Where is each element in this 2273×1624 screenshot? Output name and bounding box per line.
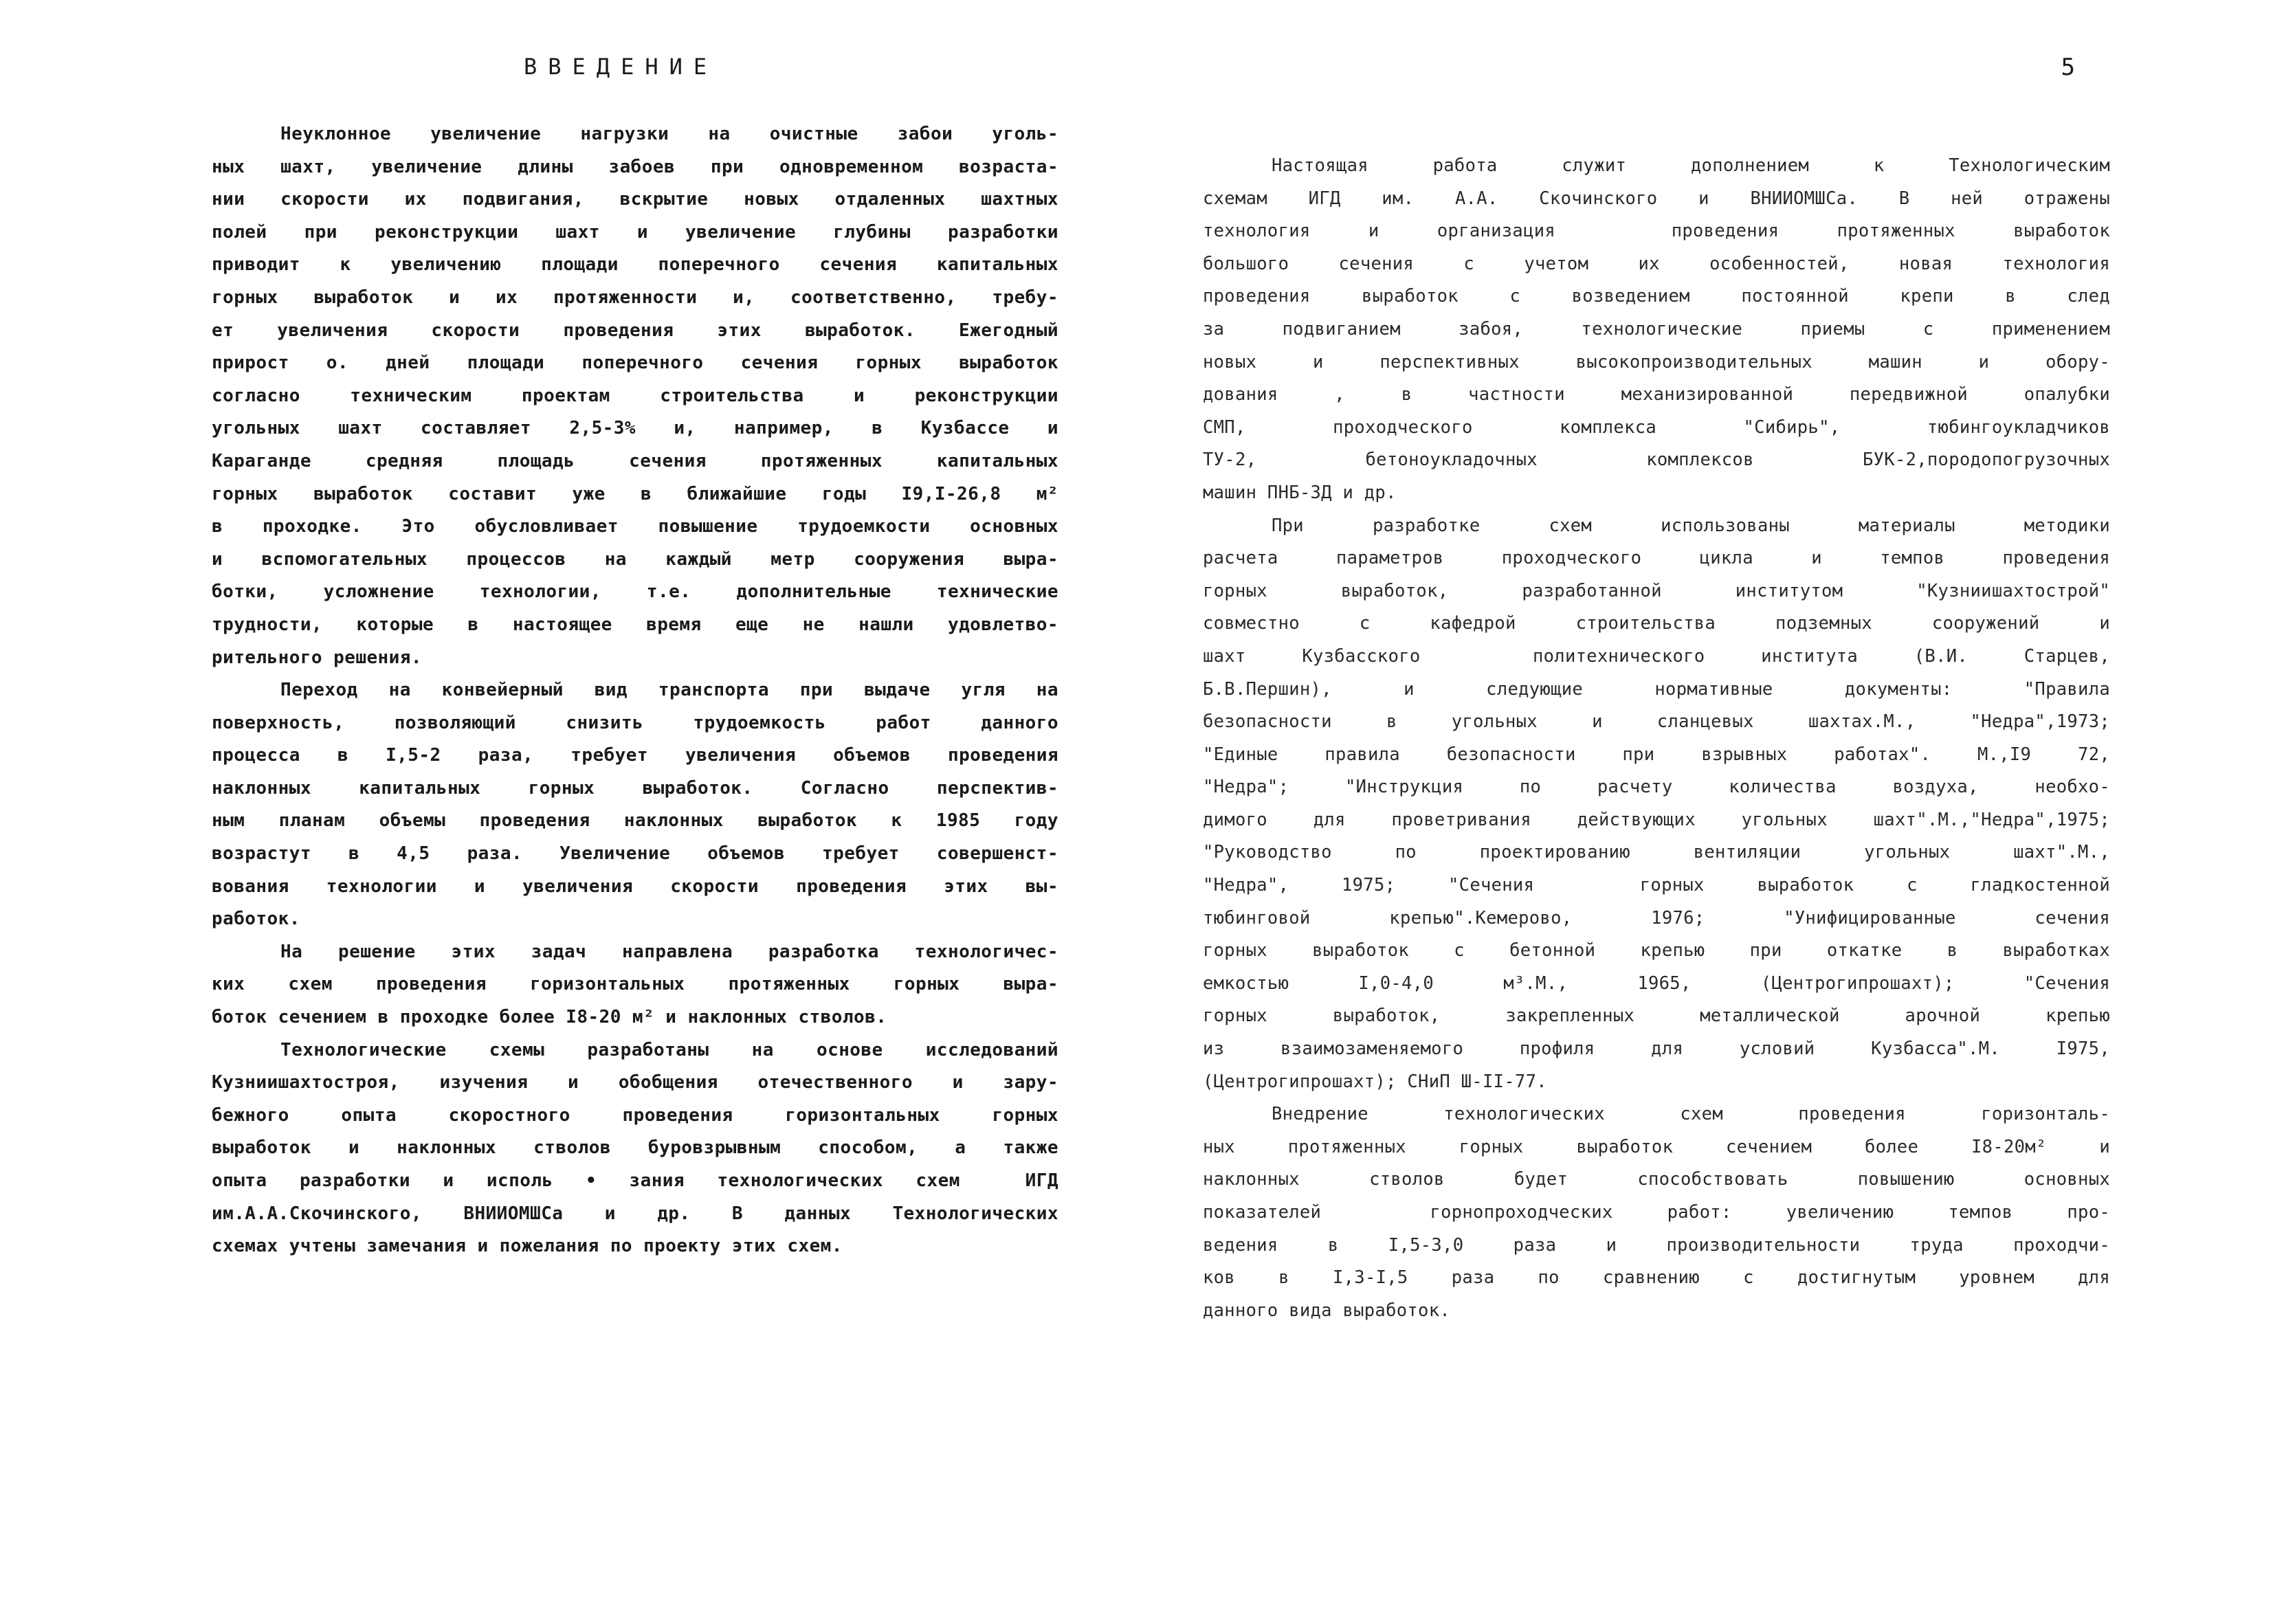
text-line: горных выработок и их протяженности и, соответственно, требу- <box>212 287 1058 308</box>
text-line: показателей горнопроходческих работ: увеличению темпов про- <box>1203 1202 2110 1223</box>
text-line: полей при реконструкции шахт и увеличение глубины разработки <box>212 221 1058 243</box>
paragraph <box>1203 150 2110 510</box>
text-line: горных выработок составит уже в ближайшие годы I9,I-26,8 м² <box>212 483 1058 504</box>
text-line: технология и организация проведения протяженных выработок <box>1203 221 2110 242</box>
right-page-body <box>1203 150 2110 1327</box>
text-line: емкостью I,0-4,0 м³.М., 1965, (Центрогипрошахт); "Сечения <box>1203 972 2110 994</box>
text-line: "Недра"; "Инструкция по расчету количества воздуха, необхо- <box>1203 777 2110 798</box>
text-line: Технологические схемы разработаны на основе исследований <box>280 1039 1058 1060</box>
text-line: ботки, усложнение технологии, т.е. дополнительные технические <box>212 581 1058 603</box>
text-line: Караганде средняя площадь сечения протяженных капитальных <box>212 450 1058 471</box>
text-line: "Недра", 1975; "Сечения горных выработок с гладкостенной <box>1203 875 2110 896</box>
text-line: поверхность, позволяющий снизить трудоемкость работ данного <box>212 712 1058 733</box>
text-line: из взаимозаменяемого профиля для условий Кузбасса".М. I975, <box>1203 1038 2110 1060</box>
paragraph <box>1203 1098 2110 1327</box>
text-line: ет увеличения скорости проведения этих выработок. Ежегодный <box>212 320 1058 341</box>
text-line: ных шахт, увеличение длины забоев при одновременном возраста- <box>212 156 1058 177</box>
text-line: за подвиганием забоя, технологические приемы с применением <box>1203 318 2110 340</box>
text-line: безопасности в угольных и сланцевых шахтах.М., "Недра",1973; <box>1203 711 2110 733</box>
text-line: проведения выработок с возведением постоянной крепи в след <box>1203 286 2110 307</box>
text-line: процесса в I,5-2 раза, требует увеличения объемов проведения <box>212 745 1058 766</box>
text-line: ведения в I,5-3,0 раза и производительности труда проходчи- <box>1203 1234 2110 1256</box>
text-line: "Руководство по проектированию вентиляции угольных шахт".М., <box>1203 842 2110 863</box>
text-line: в проходке. Это обусловливает повышение трудоемкости основных <box>212 516 1058 537</box>
text-line: горных выработок, закрепленных металлической арочной крепью <box>1203 1005 2110 1027</box>
paragraph <box>212 674 1058 936</box>
text-line: боток сечением в проходке более I8-20 м² и наклонных стволов. <box>212 1007 887 1028</box>
text-line: расчета параметров проходческого цикла и темпов проведения <box>1203 548 2110 569</box>
text-line: горных выработок, разработанной институтом "Кузниишахтострой" <box>1203 580 2110 601</box>
text-line: нии скорости их подвигания, вскрытие новых отдаленных шахтных <box>212 189 1058 210</box>
text-line: схемам ИГД им. А.А. Скочинского и ВНИИОМШСа. В ней отражены <box>1203 188 2110 209</box>
text-line: угольных шахт составляет 2,5-3% и, например, в Кузбассе и <box>212 418 1058 439</box>
text-line: СМП, проходческого комплекса "Сибирь", тюбингоукладчиков <box>1203 416 2110 438</box>
text-line: наклонных стволов будет способствовать повышению основных <box>1203 1169 2110 1190</box>
text-line: рительного решения. <box>212 647 422 668</box>
paragraph <box>1203 510 2110 1099</box>
text-line: димого для проветривания действующих угольных шахт".М.,"Недра",1975; <box>1203 809 2110 830</box>
text-line: "Единые правила безопасности при взрывных работах". М.,I9 72, <box>1203 744 2110 765</box>
text-line: Переход на конвейерный вид транспорта при выдаче угля на <box>280 680 1058 701</box>
paragraph <box>212 936 1058 1034</box>
text-line: наклонных капитальных горных выработок. Согласно перспектив- <box>212 777 1058 799</box>
text-line: и вспомогательных процессов на каждый метр сооружения выра- <box>212 548 1058 570</box>
text-line: бежного опыта скоростного проведения горизонтальных горных <box>212 1104 1058 1126</box>
text-line: Внедрение технологических схем проведения горизонталь- <box>1272 1104 2110 1125</box>
paragraph <box>212 118 1058 674</box>
text-line: выработок и наклонных стволов буровзрывным способом, а также <box>212 1137 1058 1159</box>
text-line: ТУ-2, бетоноукладочных комплексов БУК-2,породопогрузочных <box>1203 449 2110 471</box>
text-line: При разработке схем использованы материалы методики <box>1272 515 2110 536</box>
text-line: Б.В.Першин), и следующие нормативные документы: "Правила <box>1203 678 2110 700</box>
text-line: им.А.А.Скочинского, ВНИИОМШСа и др. В данных Технологических <box>212 1203 1058 1224</box>
text-line: шахт Кузбасского политехнического института (В.И. Старцев, <box>1203 645 2110 667</box>
text-line: данного вида выработок. <box>1203 1300 1451 1321</box>
text-line: схемах учтены замечания и пожелания по проекту этих схем. <box>212 1236 843 1257</box>
text-line: большого сечения с учетом их особенностей, новая технология <box>1203 253 2110 274</box>
page-number: 5 <box>2061 54 2075 81</box>
text-line: работок. <box>212 909 300 930</box>
text-line: тюбинговой крепью".Кемерово, 1976; "Унифицированные сечения <box>1203 907 2110 928</box>
left-page <box>0 0 1136 1624</box>
text-line: На решение этих задач направлена разработка технологичес- <box>280 941 1058 962</box>
text-line: трудности, которые в настоящее время еще не нашли удовлетво- <box>212 614 1058 635</box>
text-line: возрастут в 4,5 раза. Увеличение объемов требует совершенст- <box>212 843 1058 865</box>
text-line: Неуклонное увеличение нагрузки на очистные забои уголь- <box>280 124 1058 144</box>
text-line: опыта разработки и исполь • зания технологических схем ИГД <box>212 1170 1058 1191</box>
left-page-body <box>212 118 1058 1263</box>
text-line: Кузниишахтостроя, изучения и обобщения отечественного и зару- <box>212 1072 1058 1093</box>
paragraph <box>212 1034 1058 1263</box>
text-line: ным планам объемы проведения наклонных выработок к 1985 году <box>212 810 1058 832</box>
text-line: (Центрогипрошахт); СНиП Ш-II-77. <box>1203 1071 1547 1092</box>
text-line: вования технологии и увеличения скорости проведения этих вы- <box>212 876 1058 897</box>
text-line: прирост о. дней площади поперечного сечения горных выработок <box>212 353 1058 374</box>
text-line: дования , в частности механизированной передвижной опалубки <box>1203 384 2110 405</box>
page-heading: ВВЕДЕНИЕ <box>524 54 718 80</box>
text-line: Настоящая работа служит дополнением к Технологическим <box>1272 155 2110 176</box>
text-line: ких схем проведения горизонтальных протяженных горных выра- <box>212 974 1058 995</box>
text-line: новых и перспективных высокопроизводительных машин и обору- <box>1203 351 2110 372</box>
text-line: приводит к увеличению площади поперечного сечения капитальных <box>212 254 1058 276</box>
text-line: ков в I,3-I,5 раза по сравнению с достигнутым уровнем для <box>1203 1267 2110 1289</box>
text-line: ных протяженных горных выработок сечением более I8-20м² и <box>1203 1136 2110 1157</box>
text-line: машин ПНБ-3Д и др. <box>1203 482 1397 503</box>
text-line: совместно с кафедрой строительства подземных сооружений и <box>1203 613 2110 634</box>
text-line: горных выработок с бетонной крепью при откатке в выработках <box>1203 940 2110 961</box>
text-line: согласно техническим проектам строительства и реконструкции <box>212 385 1058 406</box>
right-page <box>1136 0 2273 1624</box>
